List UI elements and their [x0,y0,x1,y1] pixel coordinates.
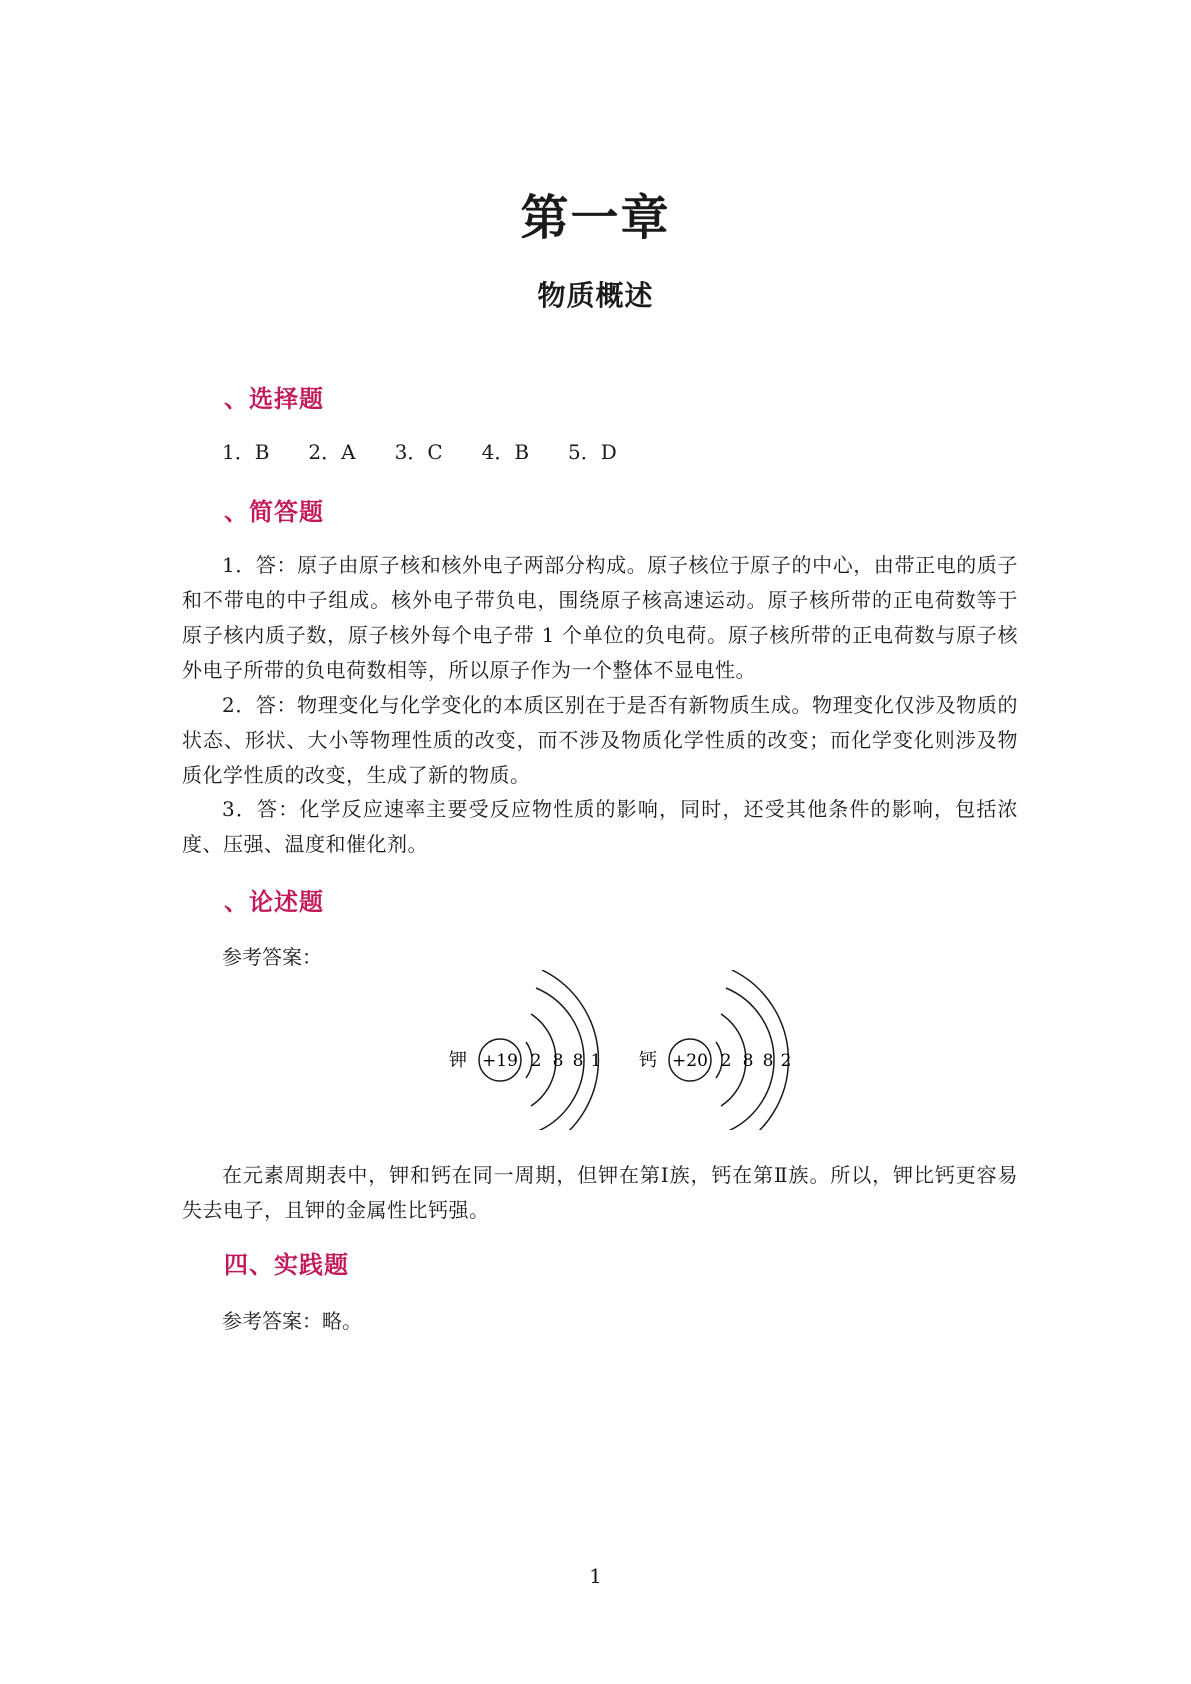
shell-count-calcium-1: 2 [720,1051,732,1071]
short-answer-1: 1．答：原子由原子核和核外电子两部分构成。原子核位于原子的中心，由带正电的质子和不带电的中子组成。核外电子带负电，围绕原子核高速运动。原子核所带的正电荷数等于原子核内质子数，原子核外每个电子带 1 个单位的负电荷。原子核所带的正电荷数与原子核外电子所带的负电荷数相等，所以原子作为一个整体不显电性。 [182,553,1018,682]
page-number: 1 [589,1564,602,1588]
essay-reference-label: 参考答案： [222,945,322,969]
shell-count-calcium-4: 2 [780,1051,792,1071]
atom-diagram-calcium [639,970,791,1130]
shell-arc-potassium-4 [542,970,598,1130]
element-label-potassium: 钾 [449,1050,467,1071]
nucleus-charge-potassium: +19 [482,1051,518,1071]
choice-answer-1: 1．B [222,440,270,464]
section-heading-practice: 四、实践题 [224,1250,349,1279]
element-label-calcium: 钙 [639,1050,657,1071]
shell-count-potassium-3: 8 [572,1051,584,1071]
practice-reference: 参考答案：略。 [222,1309,362,1333]
shell-count-calcium-2: 8 [742,1051,754,1071]
shell-arc-calcium-4 [732,970,788,1130]
shell-count-calcium-3: 8 [762,1051,774,1071]
essay-conclusion: 在元素周期表中，钾和钙在同一周期，但钾在第Ⅰ族，钙在第Ⅱ族。所以，钾比钙更容易失去电子，且钾的金属性比钙强。 [182,1163,1018,1222]
shell-count-potassium-4: 1 [590,1051,602,1071]
nucleus-charge-calcium: +20 [672,1051,708,1071]
short-answer-2: 2．答：物理变化与化学变化的本质区别在于是否有新物质生成。物理变化仅涉及物质的状态、形状、大小等物理性质的改变，而不涉及物质化学性质的改变；而化学变化则涉及物质化学性质的改变，生成了新的物质。 [182,693,1018,787]
section-heading-choice: 、选择题 [224,384,324,413]
section-heading-essay: 、论述题 [224,887,324,916]
choice-answer-5: 5．D [568,440,617,464]
atom-structure-figure [440,970,800,1130]
choice-answer-4: 4．B [481,440,530,464]
short-answer-3: 3．答：化学反应速率主要受反应物性质的影响，同时，还受其他条件的影响，包括浓度、压强、温度和催化剂。 [182,797,1018,856]
shell-count-potassium-2: 8 [552,1051,564,1071]
chapter-subtitle: 物质概述 [537,279,654,312]
chapter-title: 第一章 [520,190,671,246]
section-heading-short: 、简答题 [224,497,324,526]
atom-diagram-potassium [449,970,601,1130]
choice-answer-3: 3．C [394,440,443,464]
shell-count-potassium-1: 2 [530,1051,542,1071]
choice-answer-2: 2．A [308,440,356,464]
choice-answers [222,438,617,466]
